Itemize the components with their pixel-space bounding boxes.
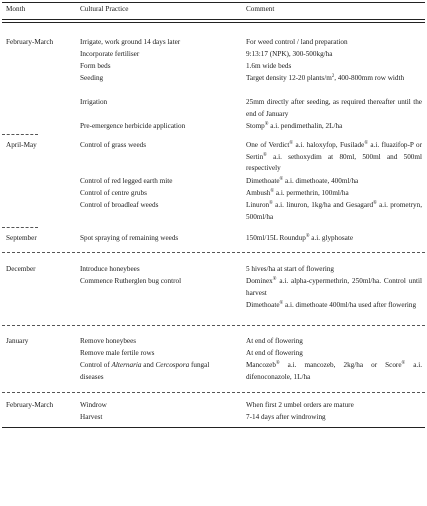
header-comment: Comment [246, 5, 275, 13]
table-bottom-rule [2, 427, 425, 428]
month-cell: February-March [6, 401, 54, 409]
comment-cell: Dimethoate® a.i. dimethoate, 400ml/ha [246, 177, 359, 185]
comment-cell: At end of flowering [246, 337, 303, 345]
comment-cell: For weed control / land preparation [246, 38, 348, 46]
header-practice: Cultural Practice [80, 5, 129, 13]
month-cell: January [6, 337, 29, 345]
section-divider [2, 252, 425, 253]
comment-cell: Target density 12-20 plants/$m^2$, 400-800mm row width [246, 74, 405, 82]
practice-cell: Pre-emergence herbicide application [80, 122, 186, 130]
header-month: Month [6, 5, 26, 13]
comment-cell: At end of flowering [246, 349, 303, 357]
month-cell: February-March [6, 38, 54, 46]
practice-cell: Irrigation [80, 98, 108, 106]
comment-cell: Dominex® a.i. alpha-cypermethrin, 250ml/ha. Control until harvest [246, 277, 422, 297]
practice-cell: Windrow [80, 401, 107, 409]
comment-cell: 25mm directly after seeding, as required thereafter until the end of January [246, 98, 422, 118]
practice-cell: Harvest [80, 413, 103, 421]
practice-cell: Control of Alternaria and Cercospora fungal diseases [80, 361, 210, 381]
comment-cell: Ambush® a.i. permethrin, 100ml/ha [246, 189, 349, 197]
comment-cell: When first 2 umbel orders are mature [246, 401, 354, 409]
comment-cell: Mancozeb® a.i. mancozeb, 2kg/ha or Score® a.i. difenoconazole, 1L/ha [246, 361, 423, 381]
header-rule [2, 19, 425, 20]
practice-cell: Seeding [80, 74, 104, 82]
comment-cell: 7-14 days after windrowing [246, 413, 326, 421]
comment-cell: Dimethoate® a.i. dimethoate 400ml/ha used after flowering [246, 301, 417, 309]
practice-cell: Introduce honeybees [80, 265, 140, 273]
practice-cell: Form beds [80, 62, 111, 70]
section-divider-short [2, 227, 38, 228]
comment-cell: 9:13:17 (NPK), 300-500kg/ha [246, 50, 333, 58]
month-cell: December [6, 265, 36, 273]
section-divider-short [2, 134, 38, 135]
comment-cell: Stomp® a.i. pendimethalin, 2L/ha [246, 122, 343, 130]
practice-cell: Remove male fertile rows [80, 349, 155, 357]
month-cell: September [6, 234, 37, 242]
table-top-rule [2, 2, 425, 3]
comment-cell: Linuron® a.i. linuron, 1kg/ha and Gesagard® a.i. prometryn, 500ml/ha [246, 201, 422, 221]
section-divider [2, 392, 425, 393]
comment-cell: 1.6m wide beds [246, 62, 292, 70]
section-divider [2, 325, 425, 326]
comment-cell: One of Verdict® a.i. haloxyfop, Fusilade® a.i. fluazifop-P or Sertin® a.i. sethoxydim at 80ml, 500ml and 500ml respectively [246, 141, 423, 173]
practice-cell: Control of broadleaf weeds [80, 201, 159, 209]
practice-cell: Irrigate, work ground 14 days later [80, 38, 181, 46]
comment-cell: 150ml/15L Roundup® a.i. glyphosate [246, 234, 354, 242]
practice-cell: Commence Rutherglen bug control [80, 277, 182, 285]
practice-cell: Spot spraying of remaining weeds [80, 234, 179, 242]
practice-cell: Remove honeybees [80, 337, 137, 345]
comment-cell: 5 hives/ha at start of flowering [246, 265, 335, 273]
practice-cell: Control of red legged earth mite [80, 177, 173, 185]
practice-cell: Control of centre grubs [80, 189, 147, 197]
month-cell: April-May [6, 141, 37, 149]
practice-cell: Control of grass weeds [80, 141, 147, 149]
practice-cell: Incorporate fertiliser [80, 50, 140, 58]
